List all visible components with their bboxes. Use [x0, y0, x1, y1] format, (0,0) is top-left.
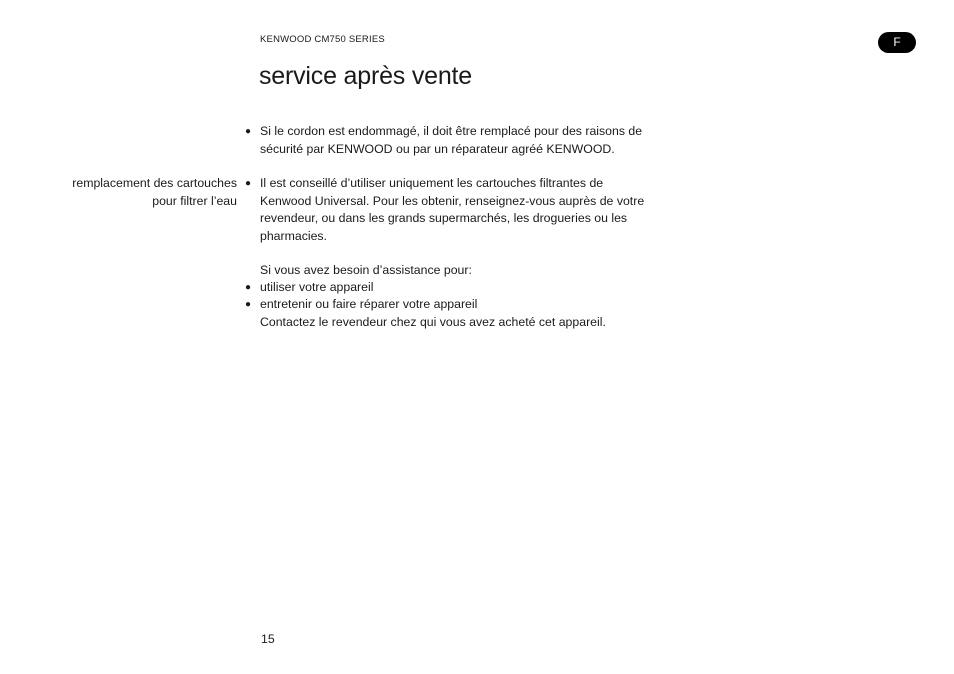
text-line: pharmacies. — [260, 228, 327, 243]
series-header: KENWOOD CM750 SERIES — [260, 34, 385, 45]
bullet-icon: ● — [245, 126, 252, 137]
text-line: revendeur, ou dans les grands supermarchés, les drogueries ou les — [260, 211, 628, 225]
text-line: Il est conseillé d’utiliser uniquement les cartouches filtrantes de — [260, 176, 604, 190]
side-label-line: pour filtrer l’eau — [152, 193, 237, 208]
section-side-label — [72, 175, 237, 210]
assistance-closing: Contactez le revendeur chez qui vous avez acheté cet appareil. — [260, 315, 606, 329]
bullet-icon: ● — [245, 178, 252, 189]
assistance-item: entretenir ou faire réparer votre appareil — [260, 297, 478, 311]
text-line: sécurité par KENWOOD ou par un réparateur agréé KENWOOD. — [260, 141, 615, 156]
paragraph-cord-safety — [260, 123, 642, 158]
paragraph-filter-cartridges — [260, 175, 644, 245]
bullet-icon: ● — [245, 282, 252, 293]
assistance-item: utiliser votre appareil — [260, 280, 374, 294]
text-line: Si le cordon est endommagé, il doit être remplacé pour des raisons de — [260, 124, 643, 138]
page-title: service après vente — [259, 62, 472, 90]
assistance-intro: Si vous avez besoin d’assistance pour: — [260, 263, 472, 277]
bullet-icon: ● — [245, 299, 252, 310]
language-badge: F — [878, 32, 916, 53]
page-number: 15 — [261, 632, 275, 646]
text-line: Kenwood Universal. Pour les obtenir, renseignez-vous auprès de votre — [260, 193, 645, 208]
side-label-line: remplacement des cartouches — [72, 176, 237, 190]
